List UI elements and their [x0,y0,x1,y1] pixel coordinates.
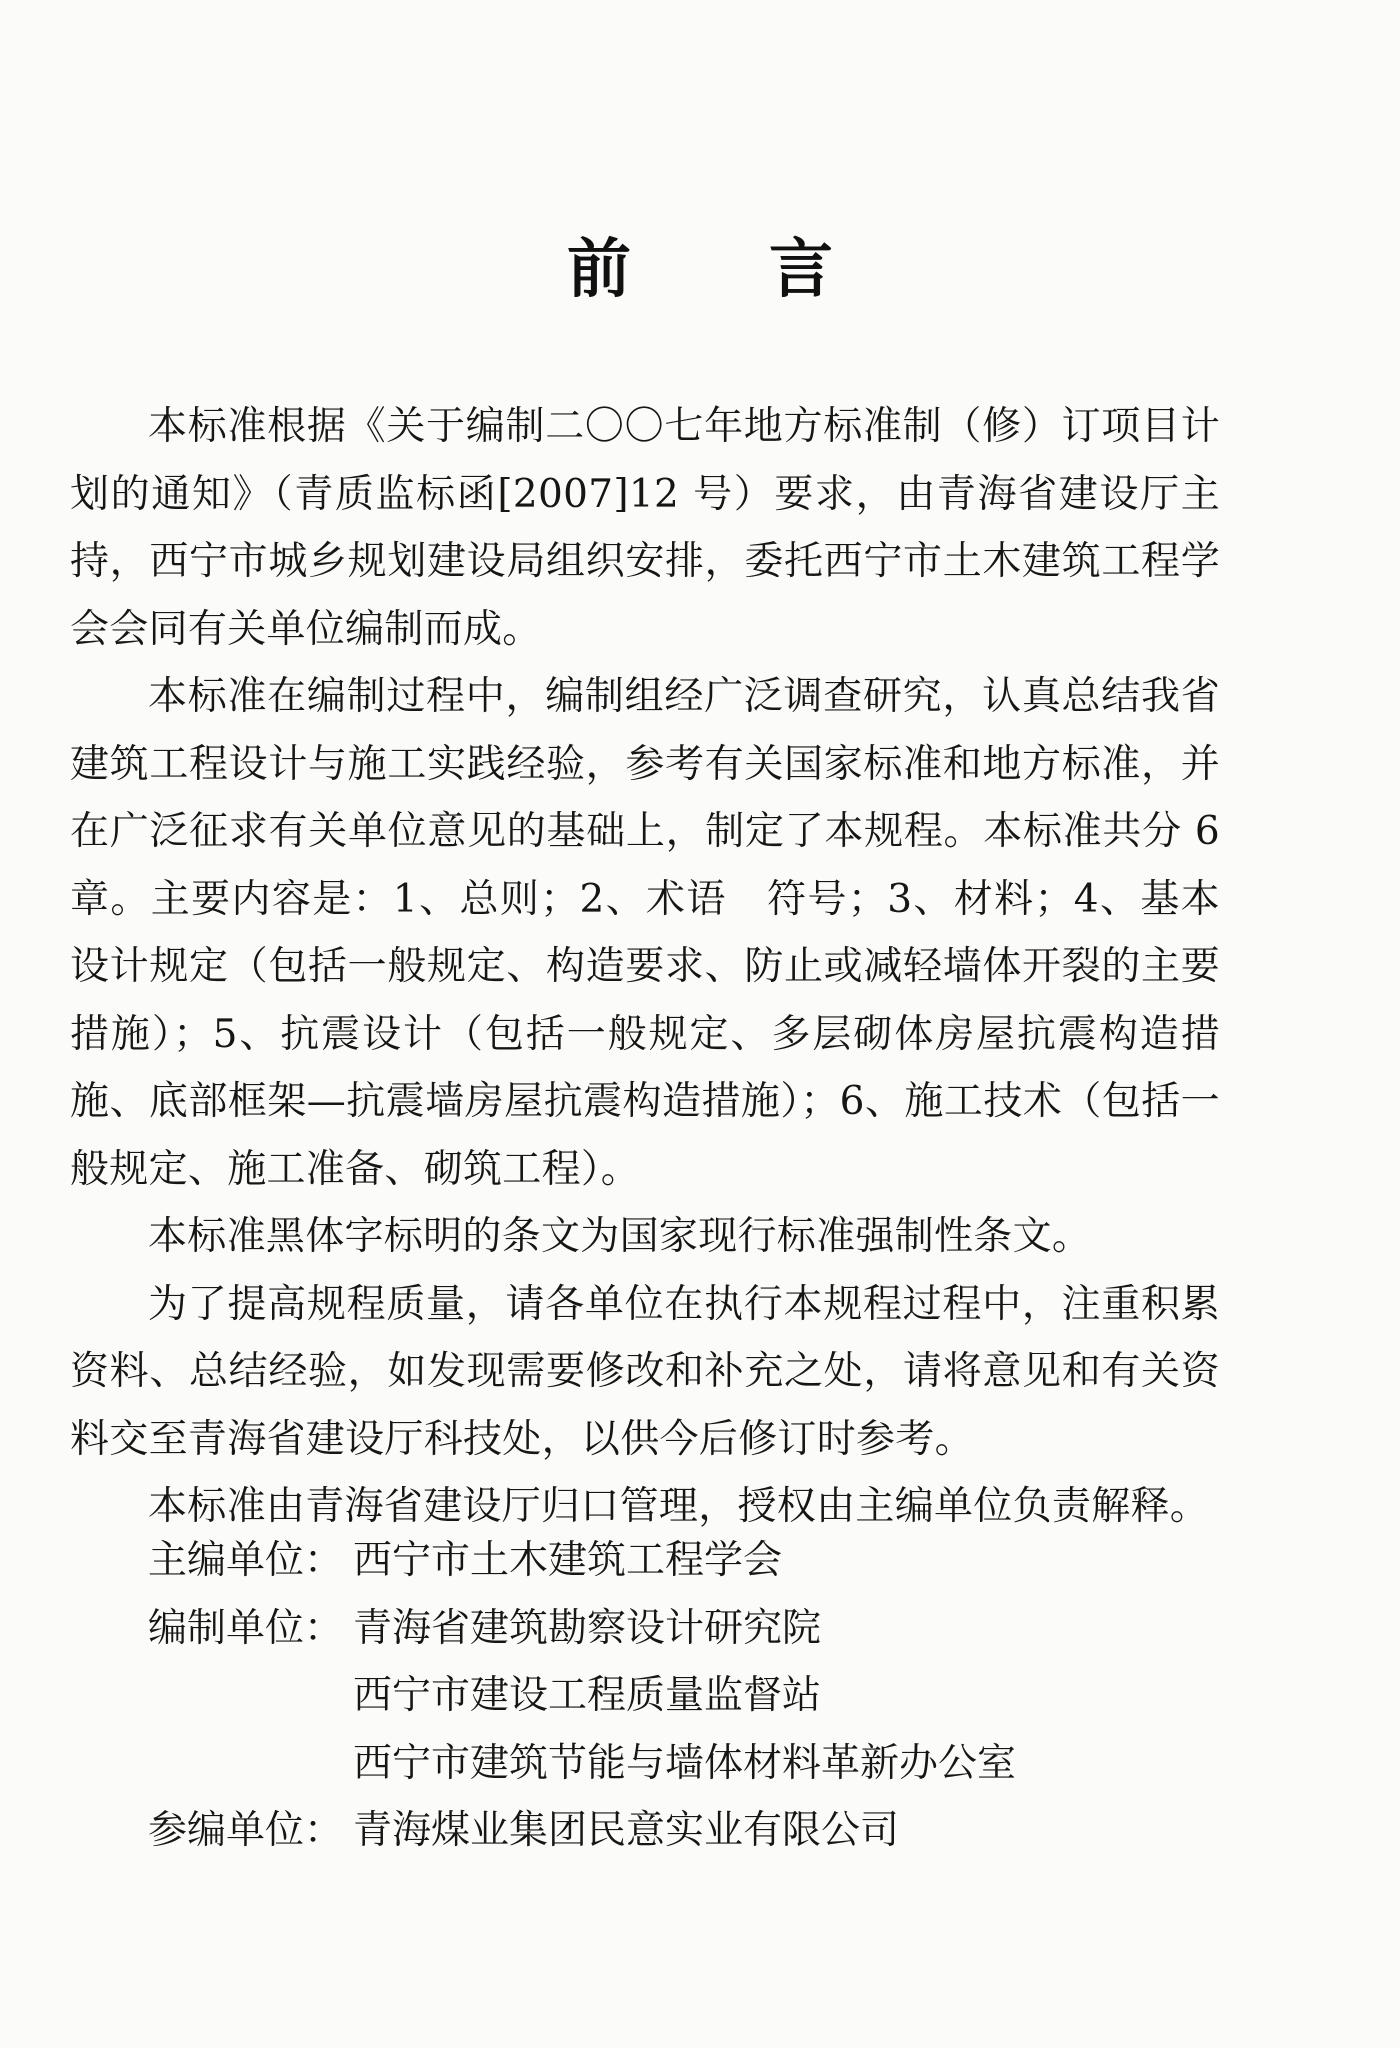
credit-label: 参编单位： [148,1808,344,1853]
credit-unit: 西宁市建筑节能与墙体材料革新办公室 [353,1740,1017,1786]
paragraph-contents: 本标准在编制过程中，编制组经广泛调查研究，认真总结我省建筑工程设计与施工实践经验，参考有关国家标准和地方标准，并在广泛征求有关单位意见的基础上，制定了本规程。本标准共分 6 章。主要内容是：1、总则；2、术语 符号；3、材料；4、基本设计规定（包括一般规定、构造要求、防止或减轻墙体开裂的主要措施）；5、抗震设计（包括一般规定、多层砌体房屋抗震构造措施、底部框架—抗震墙房屋抗震构造措施）；6、施工技术（包括一般规定、施工准备、砌筑工程）。 [70,674,1220,1192]
credit-participants [148,1797,1248,1865]
credit-unit: 青海省建筑勘察设计研究院 [353,1605,822,1651]
credits-block [148,1527,1248,1865]
paragraph-feedback: 为了提高规程质量，请各单位在执行本规程过程中，注重积累资料、总结经验，如发现需要修改和补充之处，请将意见和有关资料交至青海省建设厅科技处，以供今后修订时参考。 [70,1281,1220,1462]
credit-unit: 西宁市土木建筑工程学会 [353,1538,783,1583]
credit-values [353,1527,782,1595]
credit-label: 编制单位： [148,1605,344,1651]
credit-values [353,1797,899,1865]
credit-label: 主编单位： [148,1538,344,1583]
credit-chief-editor [148,1527,1248,1595]
paragraph-basis: 本标准根据《关于编制二〇〇七年地方标准制（修）订项目计划的通知》（青质监标函[2007]12 号）要求，由青海省建设厅主持，西宁市城乡规划建设局组织安排，委托西宁市土木建筑工程学会会同有关单位编制而成。 [70,404,1220,652]
credit-unit: 西宁市建设工程质量监督站 [353,1673,822,1718]
paragraph-mandatory: 本标准黑体字标明的条文为国家现行标准强制性条文。 [148,1214,1092,1259]
credit-values [353,1595,1016,1798]
credit-unit: 青海煤业集团民意实业有限公司 [353,1808,900,1853]
preface-body [70,393,1220,1541]
page-title: 前言 [567,233,971,307]
paragraph-management: 本标准由青海省建设厅归口管理，授权由主编单位负责解释。 [148,1484,1210,1529]
credit-compilers [148,1595,1248,1798]
